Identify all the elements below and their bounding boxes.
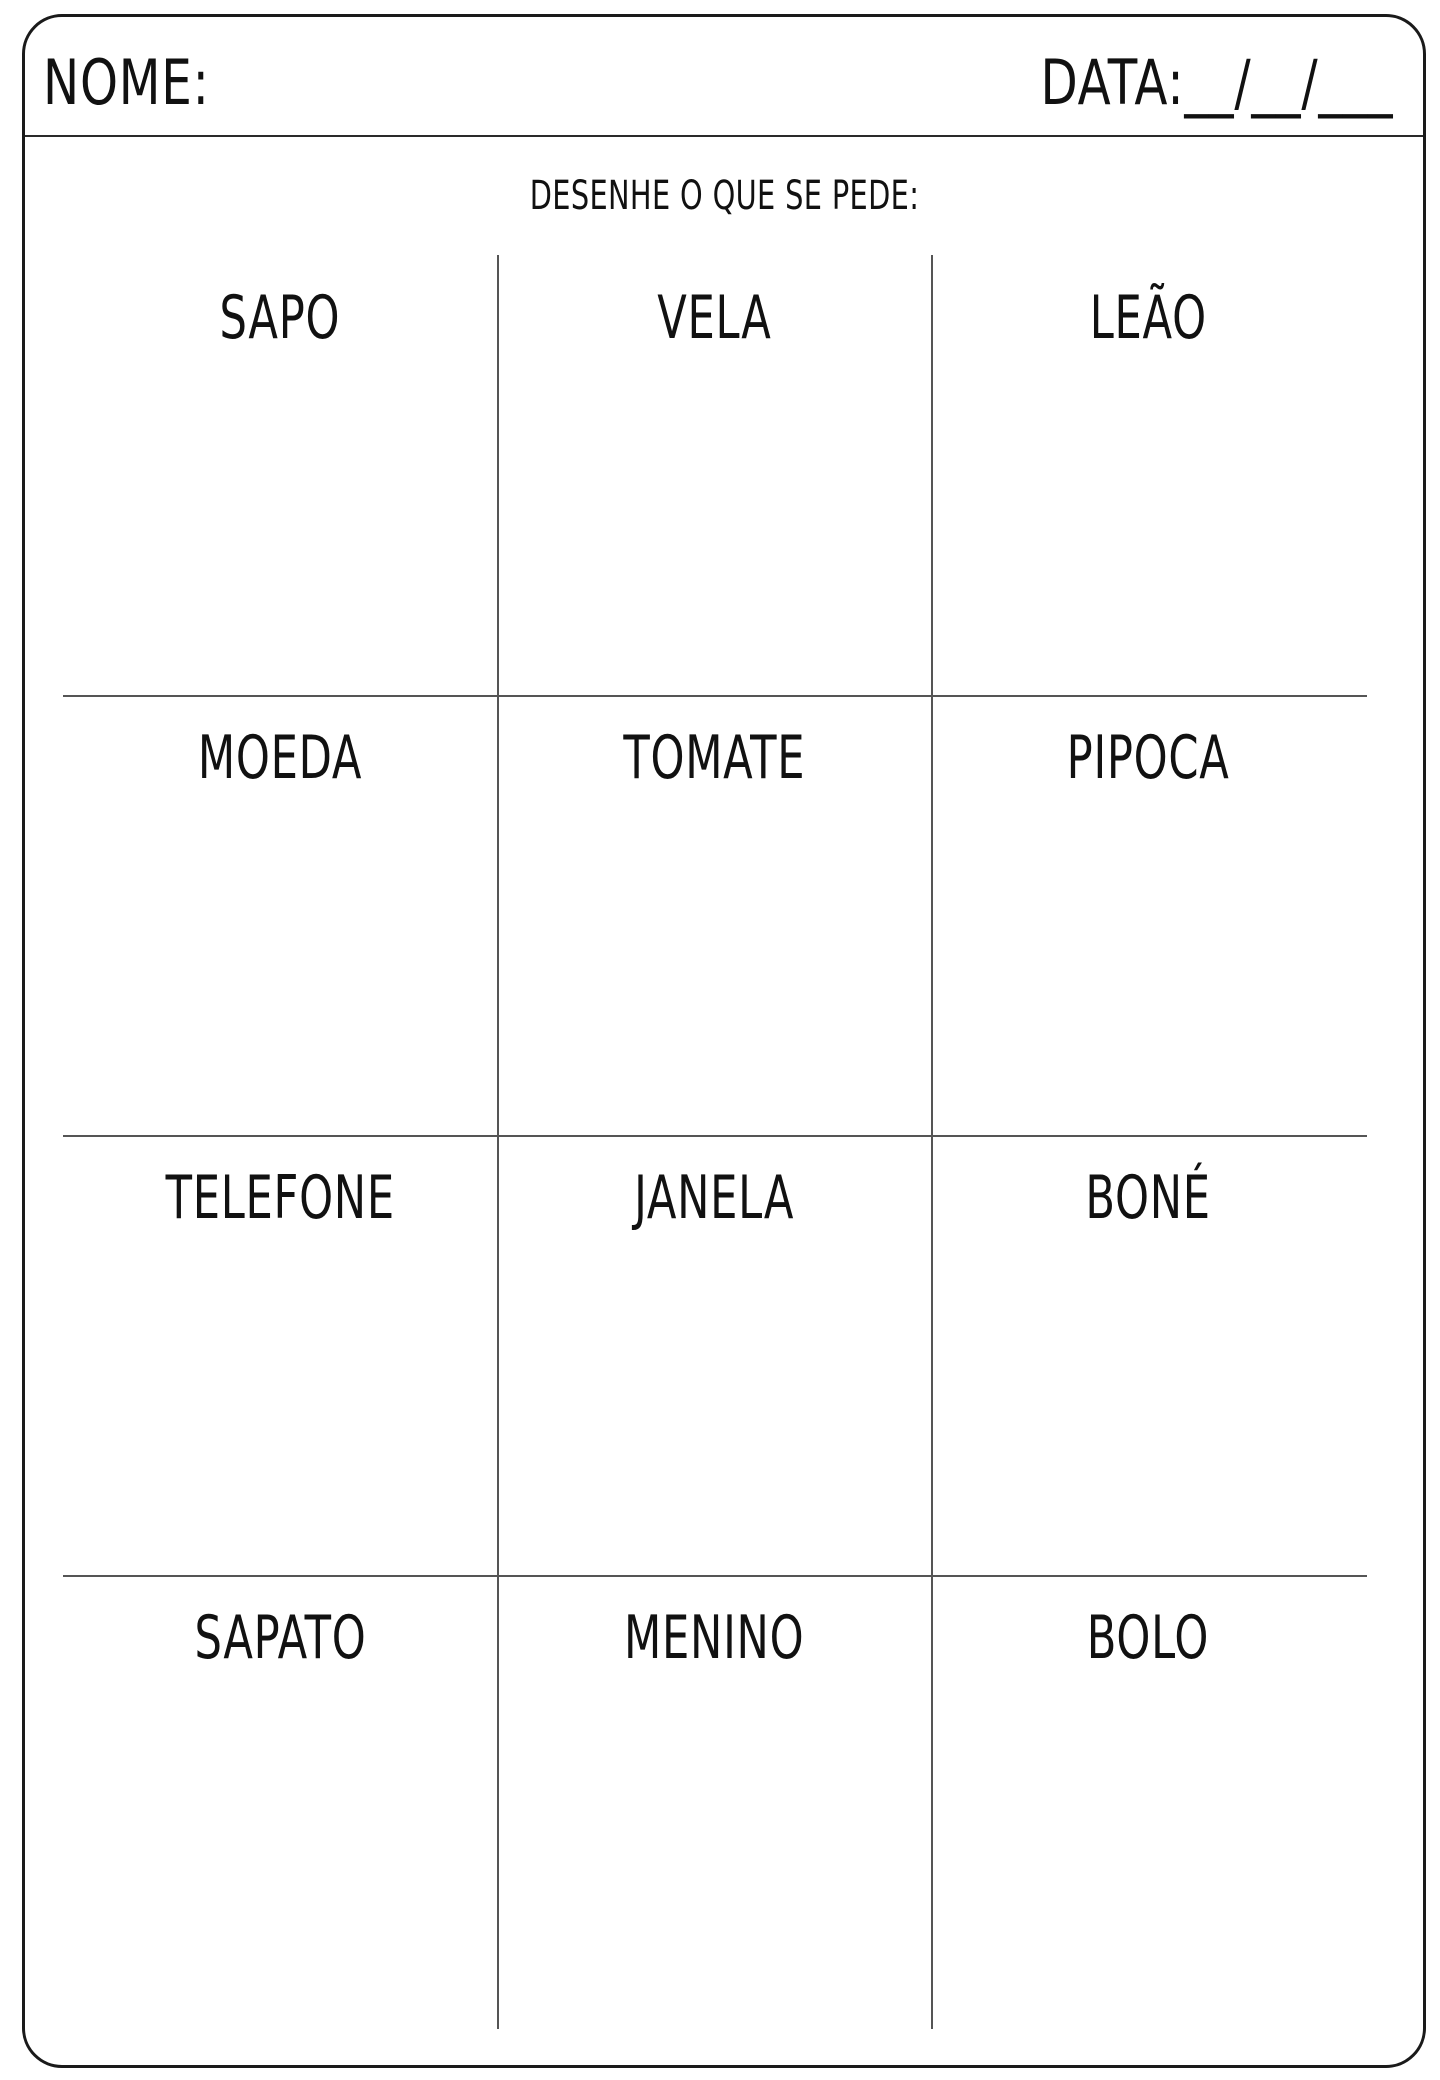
cell-label: TELEFONE <box>165 1163 395 1233</box>
cell-label: BOLO <box>1086 1603 1210 1673</box>
drawing-cell[interactable] <box>63 695 497 1135</box>
drawing-cell[interactable] <box>931 255 1365 695</box>
drawing-cell[interactable] <box>63 255 497 695</box>
instruction-text <box>25 171 1423 221</box>
drawing-cell[interactable] <box>497 1575 931 2015</box>
drawing-cell[interactable] <box>497 1135 931 1575</box>
drawing-cell[interactable] <box>63 1575 497 2015</box>
drawing-cell[interactable] <box>931 1575 1365 2015</box>
instruction-label: DESENHE O QUE SE PEDE: <box>529 173 919 219</box>
cell-label: PIPOCA <box>1066 723 1230 793</box>
header-divider <box>25 135 1423 137</box>
drawing-cell[interactable] <box>931 695 1365 1135</box>
drawing-cell[interactable] <box>497 695 931 1135</box>
cell-label: MENINO <box>623 1603 805 1673</box>
cell-label: SAPATO <box>194 1603 366 1673</box>
cell-label: SAPO <box>219 283 341 353</box>
drawing-cell[interactable] <box>63 1135 497 1575</box>
drawing-cell[interactable] <box>497 255 931 695</box>
cell-label: LEÃO <box>1089 283 1207 353</box>
worksheet-frame <box>22 14 1426 2068</box>
cell-label: JANELA <box>633 1163 795 1233</box>
cell-label: VELA <box>656 283 772 353</box>
drawing-cell[interactable] <box>931 1135 1365 1575</box>
cell-label: MOEDA <box>197 723 363 793</box>
cell-label: BONÉ <box>1085 1163 1211 1233</box>
drawing-grid <box>63 255 1367 2029</box>
cell-label: TOMATE <box>623 723 805 793</box>
date-field-label: DATA:__/__/___ <box>1040 46 1393 119</box>
name-field-label: NOME: <box>43 46 210 119</box>
